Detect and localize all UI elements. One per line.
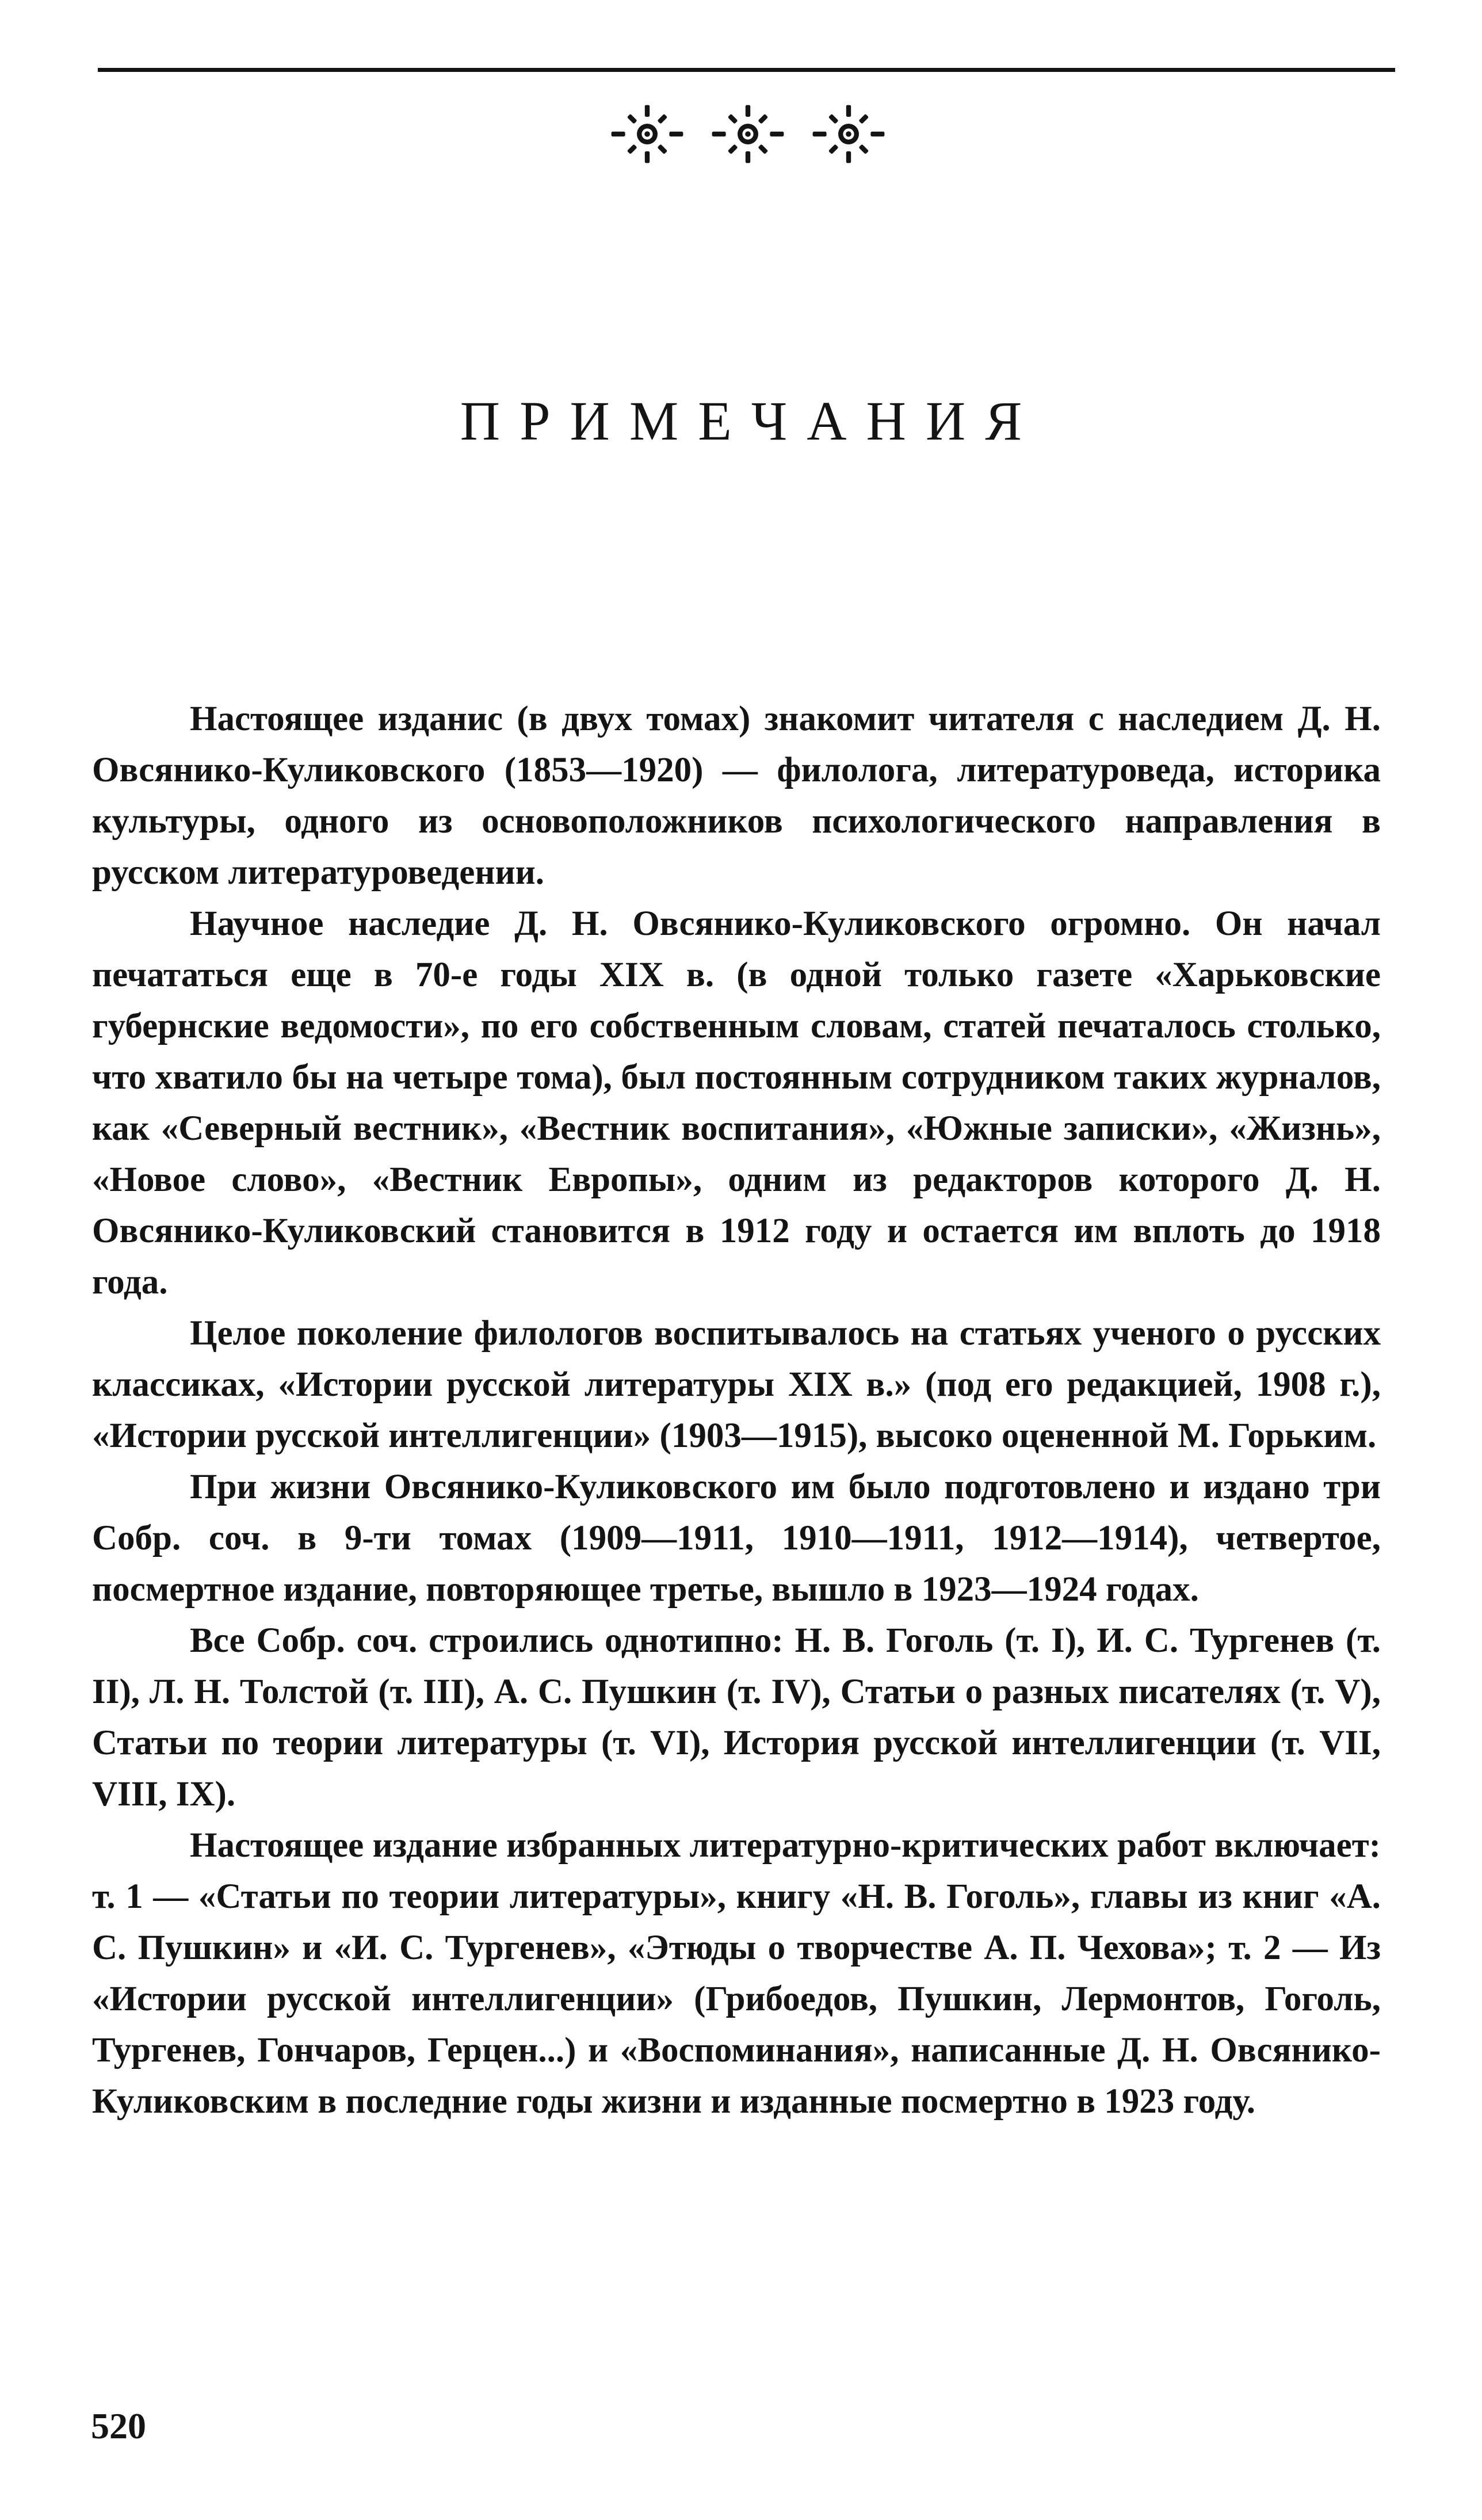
sun-ornament-icon (805, 100, 892, 169)
paragraph: Целое поколение филологов воспитывалось на статьях ученого о русских классиках, «Истории русской литературы XIX в.» (под его редакцией, 1908 г.), «Истории русской интеллигенции» (1903—1915), высоко оцененной М. Горьким. (92, 1314, 1381, 1455)
paragraph: Все Собр. соч. строились однотипно: Н. В. Гоголь (т. I), И. С. Тургенев (т. II), Л. Н. Толстой (т. III), А. С. Пушкин (т. IV), Статьи о разных писателях (т. V), Статьи по теории литературы (т. VI), История русской интеллигенции (т. VII, VIII, IX). (92, 1621, 1381, 1813)
paragraph: Настоящее изданис (в двух томах) знакомит читателя с наследием Д. Н. Овсянико-Куликовского (1853—1920) — филолога, литературоведа, историка культуры, одного из основоположников психологического направления в русском литературоведении. (92, 700, 1381, 892)
paragraph: Настоящее издание избранных литературно-критических работ включает: т. 1 — «Статьи по теории литературы», книгу «Н. В. Гоголь», главы из книг «А. С. Пушкин» и «И. С. Тургенев», «Этюды о творчестве А. П. Чехова»; т. 2 — Из «Истории русской интеллигенции» (Грибоедов, Пушкин, Лермонтов, Гоголь, Тургенев, Гончаров, Герцен...) и «Воспоминания», написанные Д. Н. Овсянико-Куликовским в последние годы жизни и изданные посмертно в 1923 году. (92, 1826, 1381, 2121)
sun-ornament-icon (604, 100, 690, 169)
top-rule (98, 68, 1395, 72)
page-number: 520 (91, 2406, 146, 2446)
sun-ornament-icon (705, 100, 791, 169)
paragraph: При жизни Овсянико-Куликовского им было подготовлено и издано три Собр. соч. в 9-ти томах (1909—1911, 1910—1911, 1912—1914), четвертое, посмертное издание, повторяющее третье, вышло в 1923—1924 годах. (92, 1468, 1381, 1609)
notes-body (92, 693, 1381, 2127)
paragraph: Научное наследие Д. Н. Овсянико-Куликовского огромно. Он начал печататься еще в 70-е годы XIX в. (в одной только газете «Харьковские губернские ведомости», по его собственным словам, статей печаталось столько, что хватило бы на четыре тома), был постоянным сотрудником таких журналов, как «Северный вестник», «Вестник воспитания», «Южные записки», «Жизнь», «Новое слово», «Вестник Европы», одним из редакторов которого Д. Н. Овсянико-Куликовский становится в 1912 году и остается им вплоть до 1918 года. (92, 904, 1381, 1301)
ornament-row (604, 97, 892, 171)
page-title: ПРИМЕЧАНИЯ (460, 390, 1042, 452)
